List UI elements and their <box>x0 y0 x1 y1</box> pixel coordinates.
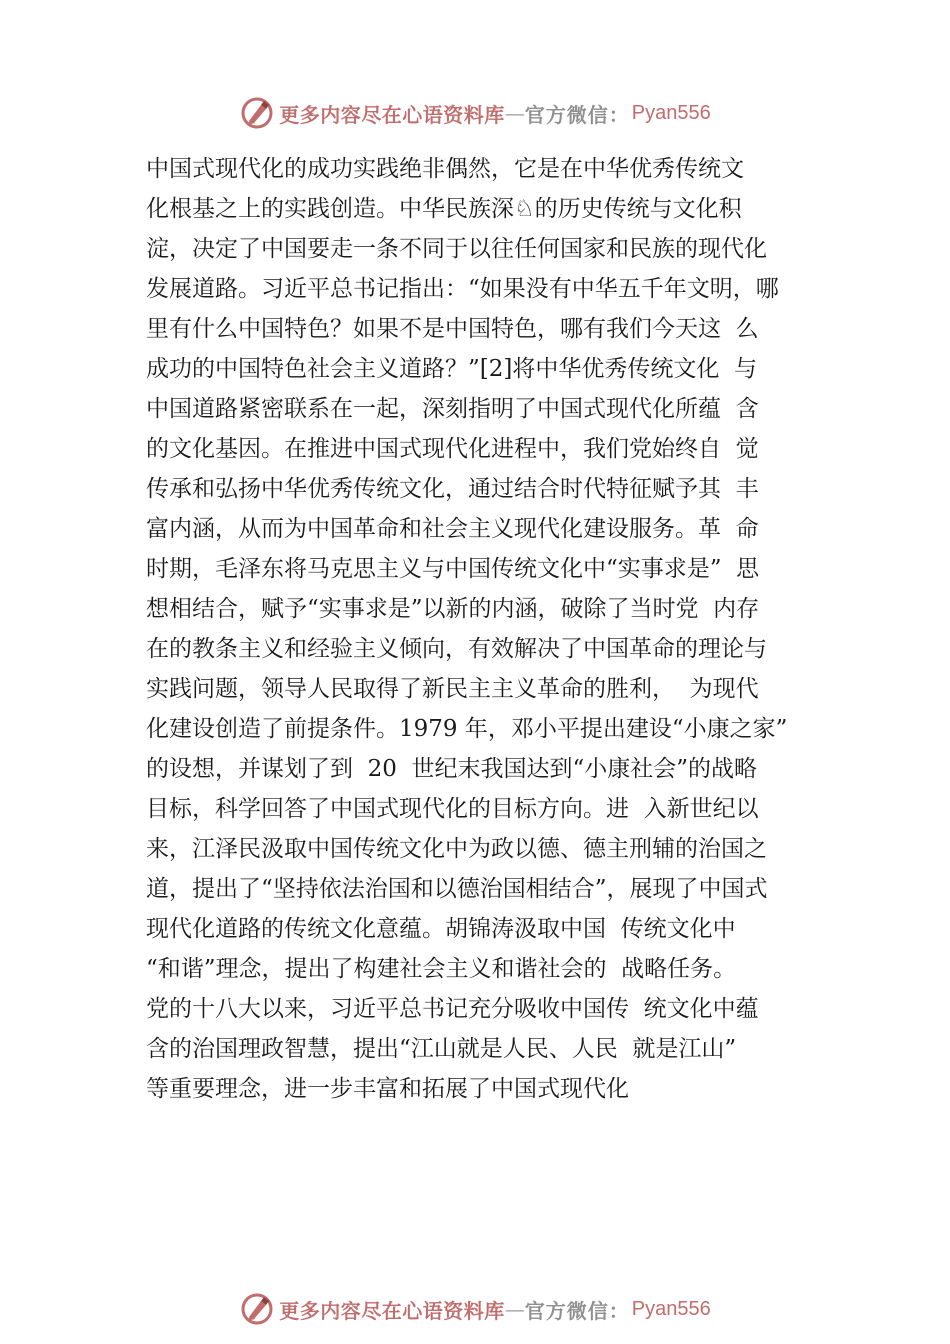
text-line: 成功的中国特色社会主义道路？”[2]将中华优秀传统文化 与 <box>146 356 757 382</box>
header-watermark <box>0 93 950 133</box>
footer-brand-text: 更多内容尽在心语资料库 <box>279 1298 505 1323</box>
header-official-label: 官方微信： <box>524 102 630 127</box>
footer-wechat-id: Pyan556 <box>631 1297 711 1320</box>
header-wechat-id: Pyan556 <box>631 101 711 124</box>
text-line: 富内涵，从而为中国革命和社会主义现代化建设服务。革 命 <box>146 516 759 542</box>
document-body <box>146 149 836 1109</box>
text-line: 在的教条主义和经验主义倾向，有效解决了中国革命的理论与 <box>146 636 767 662</box>
text-line: 里有什么中国特色？如果不是中国特色，哪有我们今天这 么 <box>146 316 759 342</box>
text-line: 中国式现代化的成功实践绝非偶然，它是在中华优秀传统文 <box>146 156 744 182</box>
footer-dash: — <box>504 1297 525 1321</box>
pen-logo-icon <box>239 1291 275 1327</box>
text-line: 目标，科学回答了中国式现代化的目标方向。进 入新世纪以 <box>146 796 759 822</box>
text-line: 来，江泽民汲取中国传统文化中为政以德、德主刑辅的治国之 <box>146 836 767 862</box>
text-line: 的文化基因。在推进中国式现代化进程中，我们党始终自 觉 <box>146 436 759 462</box>
header-brand-text: 更多内容尽在心语资料库 <box>279 102 505 127</box>
text-line: 化根基之上的实践创造。中华民族深♘的历史传统与文化积 <box>146 196 742 222</box>
text-line: 道，提出了“坚持依法治国和以德治国相结合”，展现了中国式 <box>146 876 768 902</box>
text-line: 想相结合，赋予“实事求是”以新的内涵，破除了当时党 内存 <box>146 596 760 622</box>
text-line: 发展道路。习近平总书记指出：“如果没有中华五千年文明，哪 <box>146 276 779 302</box>
text-line: 含的治国理政智慧，提出“江山就是人民、人民 就是江山” <box>146 1036 737 1062</box>
text-line: 传承和弘扬中华优秀传统文化，通过结合时代特征赋予其 丰 <box>146 476 759 502</box>
footer-official-label: 官方微信： <box>524 1298 630 1323</box>
text-line: 党的十八大以来，习近平总书记充分吸收中国传 统文化中蕴 <box>146 996 759 1022</box>
text-line: 实践问题，领导人民取得了新民主主义革命的胜利， 为现代 <box>146 676 759 702</box>
text-line: 淀，决定了中国要走一条不同于以往任何国家和民族的现代化 <box>146 236 767 262</box>
text-line: 现代化道路的传统文化意蕴。胡锦涛汲取中国 传统文化中 <box>146 916 736 942</box>
text-line: 的设想，并谋划了到 20 世纪末我国达到“小康社会”的战略 <box>146 756 758 782</box>
footer-watermark <box>0 1289 950 1329</box>
text-line: “和谐”理念，提出了构建社会主义和谐社会的 战略任务。 <box>146 956 737 982</box>
text-line: 中国道路紧密联系在一起，深刻指明了中国式现代化所蕴 含 <box>146 396 759 422</box>
header-dash: — <box>504 101 525 125</box>
text-line: 时期，毛泽东将马克思主义与中国传统文化中“实事求是” 思 <box>146 556 760 582</box>
text-line: 化建设创造了前提条件。1979 年，邓小平提出建设“小康之家” <box>146 716 788 742</box>
pen-logo-icon <box>239 95 275 131</box>
text-line: 等重要理念，进一步丰富和拓展了中国式现代化 <box>146 1076 629 1102</box>
